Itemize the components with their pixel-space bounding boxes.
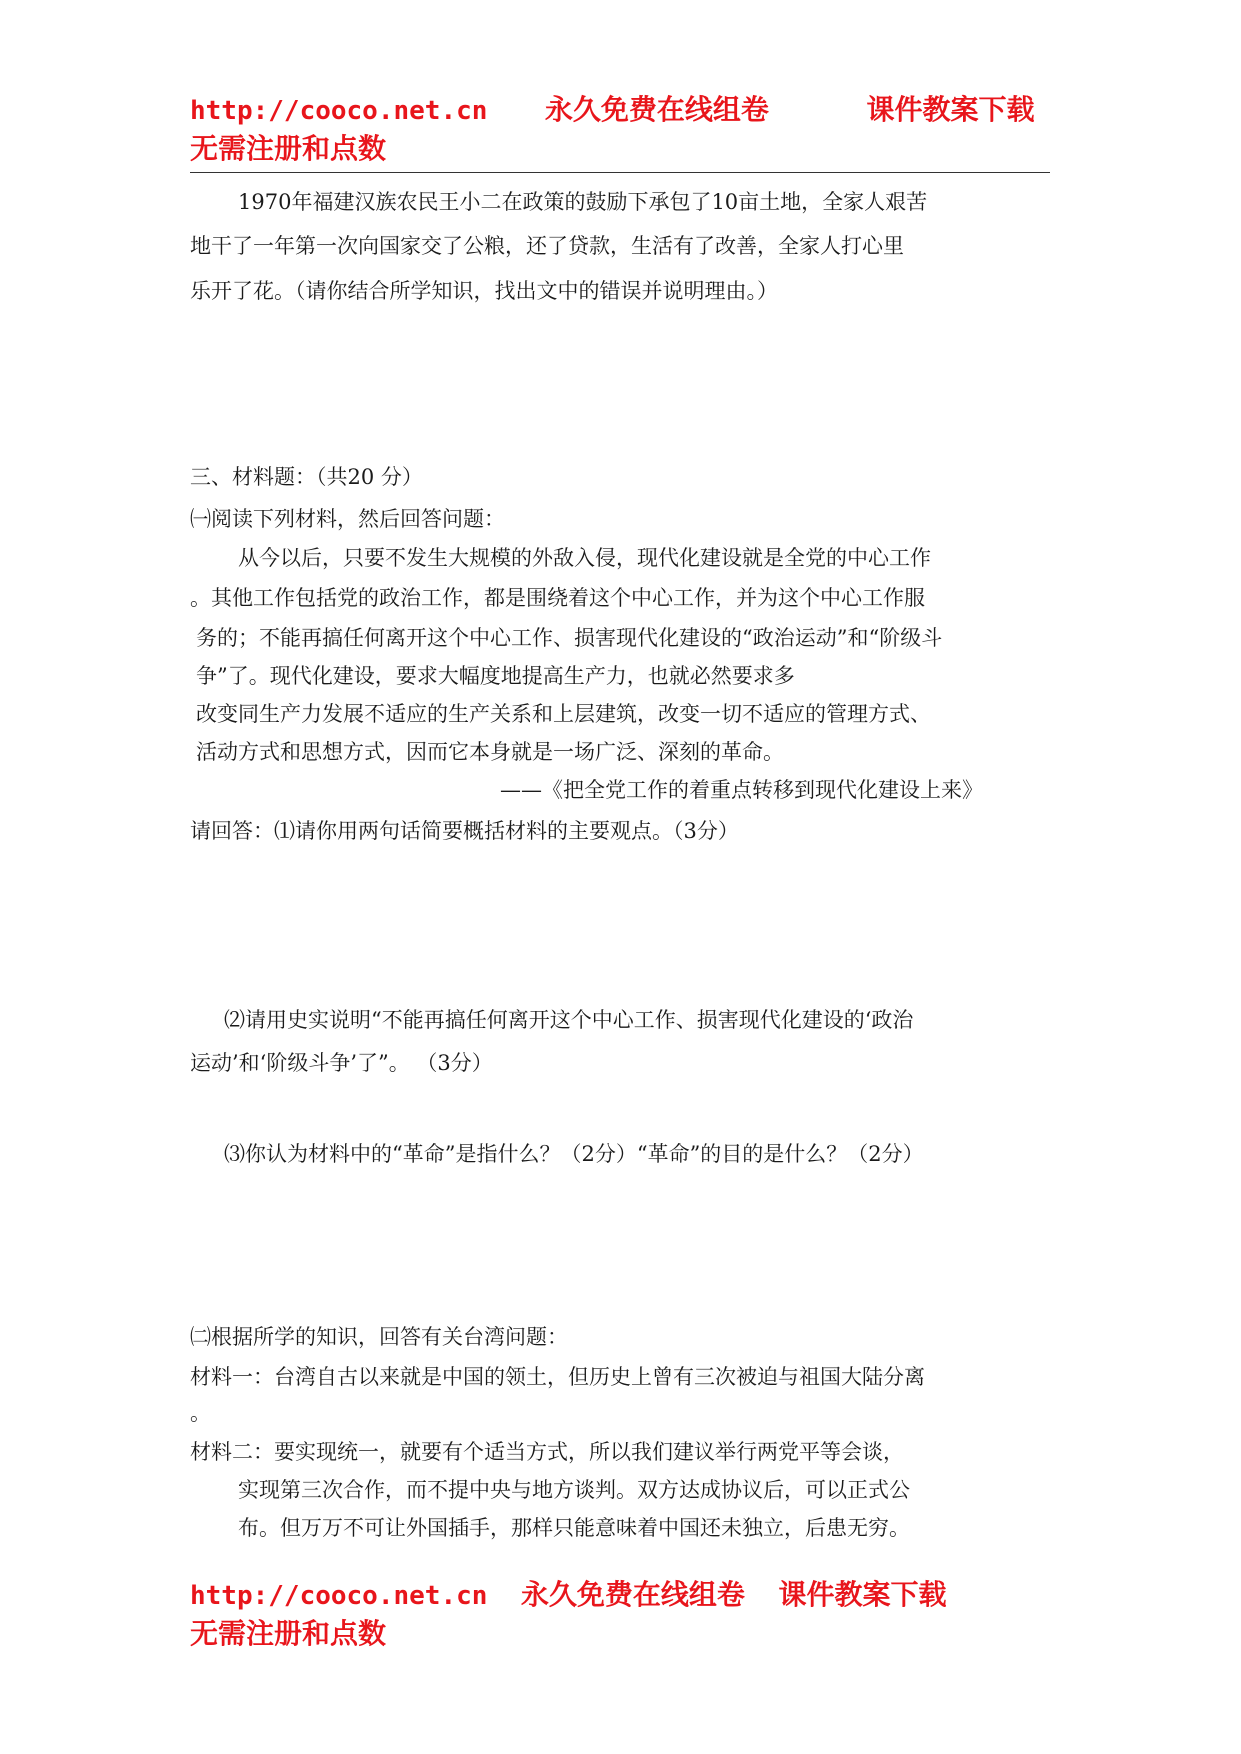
footer-slogan: 永久免费在线组卷 xyxy=(520,1578,745,1611)
material-one-line-2: 。 xyxy=(190,1401,211,1425)
material-two-line-1: 材料二：要实现统一，就要有个适当方式，所以我们建议举行两党平等会谈， xyxy=(190,1440,904,1464)
header-download: 课件教案下载 xyxy=(866,93,1035,126)
part1-title: ㈠阅读下列材料，然后回答问题： xyxy=(190,507,505,531)
material-two-line-3: 布。但万万不可让外国插手，那样只能意味着中国还未独立，后患无穷。 xyxy=(238,1516,910,1540)
footer-note: 无需注册和点数 xyxy=(190,1617,387,1650)
question-2-line-2: 运动’和‘阶级斗争’了”。 （3分） xyxy=(190,1051,493,1075)
material-two-line-2: 实现第三次合作，而不提中央与地方谈判。双方达成协议后，可以正式公 xyxy=(238,1478,910,1502)
section3-title: 三、材料题：（共20 分） xyxy=(190,465,423,489)
question-1: 请回答：⑴请你用两句话简要概括材料的主要观点。（3分） xyxy=(190,819,739,843)
footer-url-link[interactable]: http://cooco.net.cn xyxy=(190,1581,488,1611)
material-one-line-1: 材料一：台湾自古以来就是中国的领土，但历史上曾有三次被迫与祖国大陆分离 xyxy=(190,1365,925,1389)
intro-line-1: 1970年福建汉族农民王小二在政策的鼓励下承包了10亩土地，全家人艰苦 xyxy=(238,190,928,214)
header-divider xyxy=(190,172,1050,173)
part2-title: ㈡根据所学的知识，回答有关台湾问题： xyxy=(190,1325,568,1349)
header-slogan: 永久免费在线组卷 xyxy=(544,93,769,126)
question-2-line-1: ⑵请用史实说明“不能再搞任何离开这个中心工作、损害现代化建设的‘政治 xyxy=(224,1008,914,1032)
question-3: ⑶你认为材料中的“革命”是指什么？（2分）“革命”的目的是什么？（2分） xyxy=(224,1142,924,1166)
material-line-1: 从今以后，只要不发生大规模的外敌入侵，现代化建设就是全党的中心工作 xyxy=(238,546,931,570)
footer-download: 课件教案下载 xyxy=(778,1578,947,1611)
footer-ad-line xyxy=(190,1577,946,1614)
material-line-6: 活动方式和思想方式，因而它本身就是一场广泛、深刻的革命。 xyxy=(196,740,784,764)
material-line-5: 改变同生产力发展不适应的生产关系和上层建筑，改变一切不适应的管理方式、 xyxy=(196,702,931,726)
header-note: 无需注册和点数 xyxy=(190,132,387,165)
material-line-2: 。其他工作包括党的政治工作，都是围绕着这个中心工作，并为这个中心工作服 xyxy=(190,586,925,610)
header-ad-line xyxy=(190,92,1034,129)
header-url-link[interactable]: http://cooco.net.cn xyxy=(190,96,488,126)
intro-line-2: 地干了一年第一次向国家交了公粮，还了贷款，生活有了改善，全家人打心里 xyxy=(190,234,904,258)
material-line-3: 务的；不能再搞任何离开这个中心工作、损害现代化建设的“政治运动”和“阶级斗 xyxy=(196,626,943,650)
material-source: ——《把全党工作的着重点转移到现代化建设上来》 xyxy=(500,778,983,802)
material-line-4: 争”了。现代化建设，要求大幅度地提高生产力，也就必然要求多 xyxy=(196,664,795,688)
intro-line-3: 乐开了花。（请你结合所学知识，找出文中的错误并说明理由。） xyxy=(190,279,778,303)
